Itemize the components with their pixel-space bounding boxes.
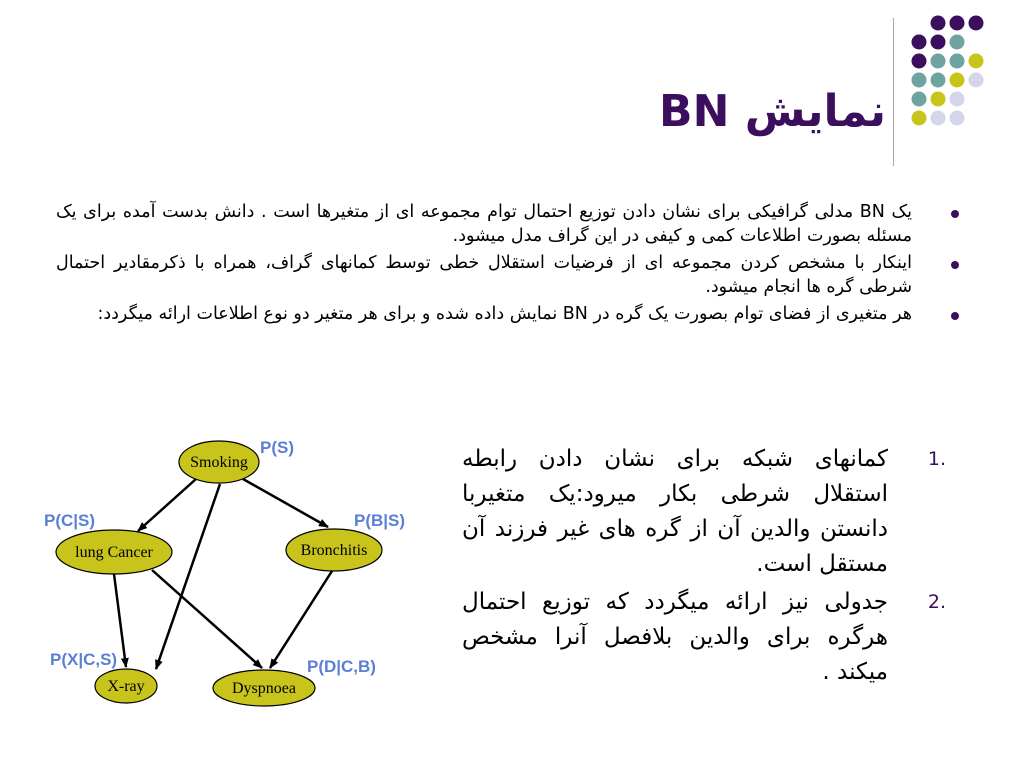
decor-dot (950, 111, 965, 126)
item-number: 2. (927, 591, 946, 613)
title-divider-line (893, 18, 894, 166)
decor-dot (969, 73, 984, 88)
bullet-dot-icon (951, 312, 959, 320)
decorative-dot-grid (0, 0, 1024, 170)
probability-label: P(S) (260, 438, 294, 457)
numbered-item (462, 442, 946, 582)
bullet-item (56, 200, 968, 248)
bayesian-network-diagram (0, 420, 460, 720)
node-label: Smoking (190, 454, 248, 471)
decor-dot (969, 54, 984, 69)
node-lung (56, 530, 172, 574)
probability-label: P(B|S) (354, 511, 406, 530)
decor-dot (950, 54, 965, 69)
bullet-item (56, 251, 968, 299)
bullet-list (56, 200, 968, 329)
decor-dot (931, 16, 946, 31)
node-xray (95, 669, 157, 703)
bullet-text: هر متغیری از فضای توام بصورت یک گره در BN نمایش داده شده و برای هر متغیر دو نوع اطلاعات ارائه میگردد: (97, 304, 912, 324)
numbered-item (462, 585, 946, 690)
numbered-list (462, 442, 946, 693)
decor-dot (950, 35, 965, 50)
decor-dot (950, 92, 965, 107)
decor-dot (912, 54, 927, 69)
node-bronchitis (286, 529, 382, 571)
item-number: 1. (927, 448, 946, 470)
decor-dot (950, 73, 965, 88)
bullet-text: اینکار با مشخص کردن مجموعه ای از فرضیات استقلال خطی توسط کمانهای گراف، همراه با ذکرمقادیر احتمال شرطی گره ها انجام میشود. (56, 253, 912, 297)
edges-layer (114, 479, 332, 669)
edge-bronchitis-to-dyspnoea (270, 571, 332, 668)
node-label: Bronchitis (300, 542, 368, 559)
numbered-text: جدولی نیز ارائه میگردد که توزیع احتمال هرگره برای والدین بلافصل آنرا مشخص میکند . (462, 589, 888, 685)
slide-title: نمایش BN (659, 86, 886, 137)
decor-dot (969, 16, 984, 31)
probability-label: P(C|S) (44, 511, 96, 530)
edge-smoking-to-lung (138, 479, 196, 531)
node-label: X-ray (107, 678, 145, 695)
bullet-dot-icon (951, 210, 959, 218)
node-dyspnoea (213, 670, 315, 706)
node-label: Dyspnoea (232, 680, 296, 697)
decor-dot (931, 92, 946, 107)
decor-dot (912, 92, 927, 107)
edge-smoking-to-xray (156, 484, 220, 669)
bullet-text: یک BN مدلی گرافیکی برای نشان دادن توزیع احتمال توام مجموعه ای از متغیرها است . دانش بدست آمده برای یک مسئله بصورت اطلاعات کمی و کیفی در این گراف مدل میشود. (56, 202, 912, 246)
decor-dot (931, 73, 946, 88)
decor-dot (931, 111, 946, 126)
probability-label: P(D|C,B) (307, 657, 376, 676)
node-label: lung Cancer (75, 544, 153, 561)
bullet-dot-icon (951, 261, 959, 269)
decor-dot (912, 111, 927, 126)
decor-dot (931, 35, 946, 50)
decor-dot (912, 35, 927, 50)
decor-dot (950, 16, 965, 31)
decor-dot (912, 73, 927, 88)
edge-smoking-to-bronchitis (243, 479, 328, 527)
bullet-item (56, 302, 968, 326)
node-smoking (179, 441, 259, 483)
decor-dot (931, 54, 946, 69)
numbered-text: کمانهای شبکه برای نشان دادن رابطه استقلال شرطی بکار میرود:یک متغیربا دانستن والدین آن از گره های غیر فرزند آن مستقل است. (462, 446, 888, 577)
probability-label: P(X|C,S) (50, 650, 118, 669)
edge-lung-to-dyspnoea (152, 570, 262, 668)
